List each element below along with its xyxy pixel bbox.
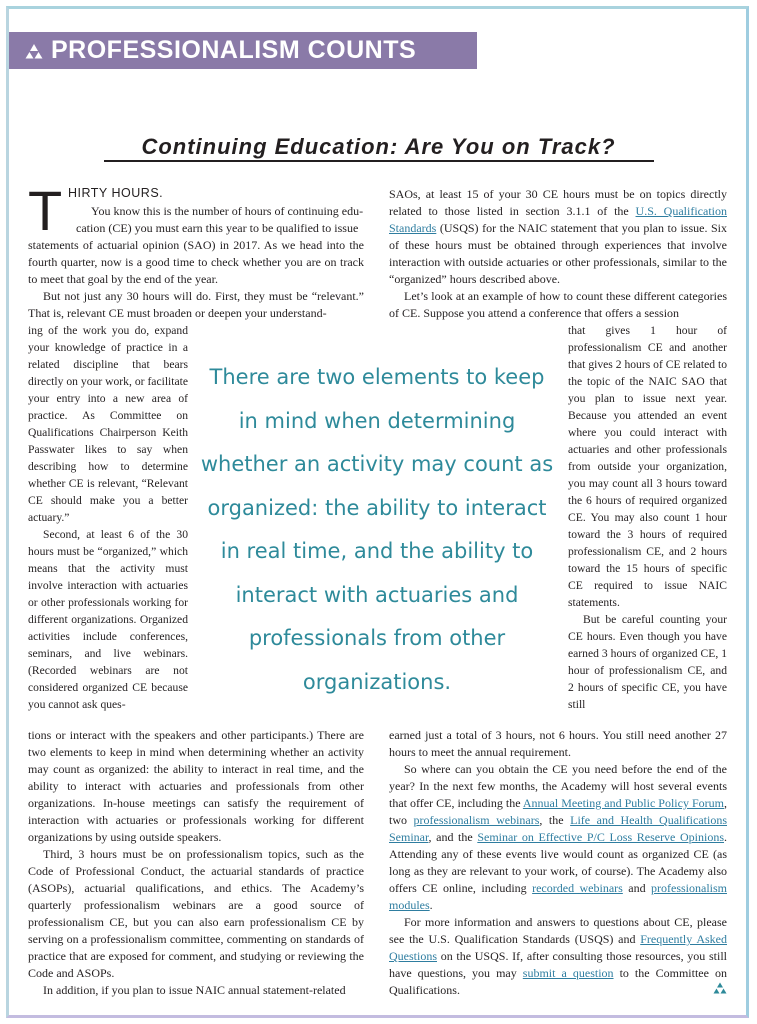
usqs-link[interactable]: U.S. Qualification Standards [389,204,727,235]
professionalism-paragraph: Third, 3 hours must be on professionalism topics, such as the Code of Professional Conduct, the actuarial standards of practice (ASOPs), actuarial qualifications, and ethics. The Academy’s quarterly professionalism webinars are a good source of professionalism CE, but you can also earn professionalism CE by serving on a professionalism committee, commenting on standards of practice that are exposed for comment, and studying or reviewing the Code and ASOPs. [28,847,364,980]
careful-paragraph-narrow: But be careful counting your CE hours. Even though you have earned 3 hours of organized CE, 1 hour of professionalism CE, and 2 hours of specific CE, you have still [568,613,727,711]
example-paragraph-full: Let’s look at an example of how to count these different categories of CE. Suppose you attend a conference that offers a session [389,289,727,320]
intro-block [76,203,364,237]
triangle-cluster-icon [25,43,43,59]
careful-paragraph-full: earned just a total of 3 hours, not 6 hours. You still need another 27 hours to meet the annual requirement. [389,728,727,759]
submit-question-link[interactable]: submit a question [522,966,614,980]
drop-cap: T [28,179,63,242]
naic-paragraph-continued: SAOs, at least 15 of your 30 CE hours must be on topics directly related to those listed in section 3.1.1 of the U.S. Qualification Standards (USQS) for the NAIC statement that you plan to issue. Six of these hours must be obtained through experiences that involve interaction with outside actuaries or other professionals, similar to the “organized” hours described above. [389,187,727,286]
left-column-narrow [28,322,188,713]
section-banner [9,32,477,69]
example-paragraph-narrow: that gives 1 hour of professionalism CE and another that gives 2 hours of CE related to the topic of the NAIC SAO that you plan to issue next year. Because you attended an event where you could interact with actuaries and other professionals from outside your organization, you may count all 3 hours toward the 6 hours of required organized CE. You may also count 1 hour toward the 3 hours of required professionalism CE, and 2 hours toward the 15 hours of specific CE required to issue NAIC statements. [568,324,727,609]
end-triangle-icon [713,982,727,994]
left-column-bottom [28,727,364,999]
organized-paragraph-full: tions or interact with the speakers and other participants.) There are two elements to keep in mind when determining whether an activity may count as organized: the ability to interact in real time, and the ability to interact with actuaries and professionals from other organizations. In-house meetings can satisfy the requirement of interaction with actuaries or professionals working for different organizations by using outside speakers. [28,728,364,844]
intro-line-2: cation (CE) you must earn this year to be qualified to issue [76,221,359,235]
organized-paragraph-narrow: Second, at least 6 of the 30 hours must be “organized,” which means that the activity must involve interaction with actuaries or other professionals working for different organizations. Organized activities include conferences, seminars, and live webinars. (Recorded webinars are not considered organized CE because you cannot ask ques- [28,528,188,711]
section-banner-label: PROFESSIONALISM COUNTS [51,36,417,64]
intro-line-1: You know this is the number of hours of continuing edu- [91,204,364,218]
title-underline [104,160,654,162]
right-column-bottom [389,727,727,999]
professionalism-modules-link[interactable]: professionalism modules [389,881,727,912]
pc-loss-seminar-link[interactable]: Seminar on Effective P/C Loss Reserve Opinions [477,830,724,844]
right-column-narrow [568,322,727,713]
left-column-top [28,237,364,322]
annual-meeting-link[interactable]: Annual Meeting and Public Policy Forum [522,796,724,810]
naic-paragraph-start: In addition, if you plan to issue NAIC annual statement-related [43,983,346,997]
professionalism-webinars-link[interactable]: professionalism webinars [413,813,540,827]
right-column-top [389,186,727,322]
life-health-seminar-link[interactable]: Life and Health Qualifications Seminar [389,813,728,844]
relevant-paragraph-full: But not just any 30 hours will do. First, they must be “relevant.” That is, relevant CE must broaden or deepen your understand- [28,289,364,320]
relevant-paragraph-narrow: ing of the work you do, expand your knowledge of practice in a related discipline that bears directly on your work, or facilitate your entry into a new area of practice. As Committee on Qualifications Chairperson Keith Passwater likes to say when describing how to determine whether CE is relevant, “Relevant CE should make you a better actuary.” [28,324,188,524]
pull-quote: There are two elements to keep in mind when determining whether an activity may count as organized: the ability to interact in real time, and the ability to interact with actuaries and professionals from other organizations. [200,365,554,694]
intro-paragraph-rest: statements of actuarial opinion (SAO) in 2017. As we head into the fourth quarter, now is a good time to check whether you are on track to meet that goal by the end of the year. [28,238,364,286]
article-title: Continuing Education: Are You on Track? [141,134,616,159]
faq-link[interactable]: Frequently Asked Questions [389,932,727,963]
lead-in: HIRTY HOURS. [68,186,164,200]
recorded-webinars-link[interactable]: recorded webinars [532,881,623,895]
where-paragraph: So where can you obtain the CE you need before the end of the year? In the next few months, the Academy will host several events that offer CE, including the Annual Meeting and Public Policy Forum, two professionalism webinars, the Life and Health Qualifications Seminar, and the Seminar on Effective P/C Loss Reserve Opinions. Attending any of these events live would count as organized CE (as long as they are relevant to your work, of course). The Academy also offers CE online, including recorded webinars and professionalism modules. [389,762,728,912]
more-info-paragraph: For more information and answers to questions about CE, please see the U.S. Qualification Standards (USQS) and Frequently Asked Questions on the USQS. If, after consulting those resources, you still have questions, you may submit a question to the Committee on Qualifications. [389,915,727,997]
